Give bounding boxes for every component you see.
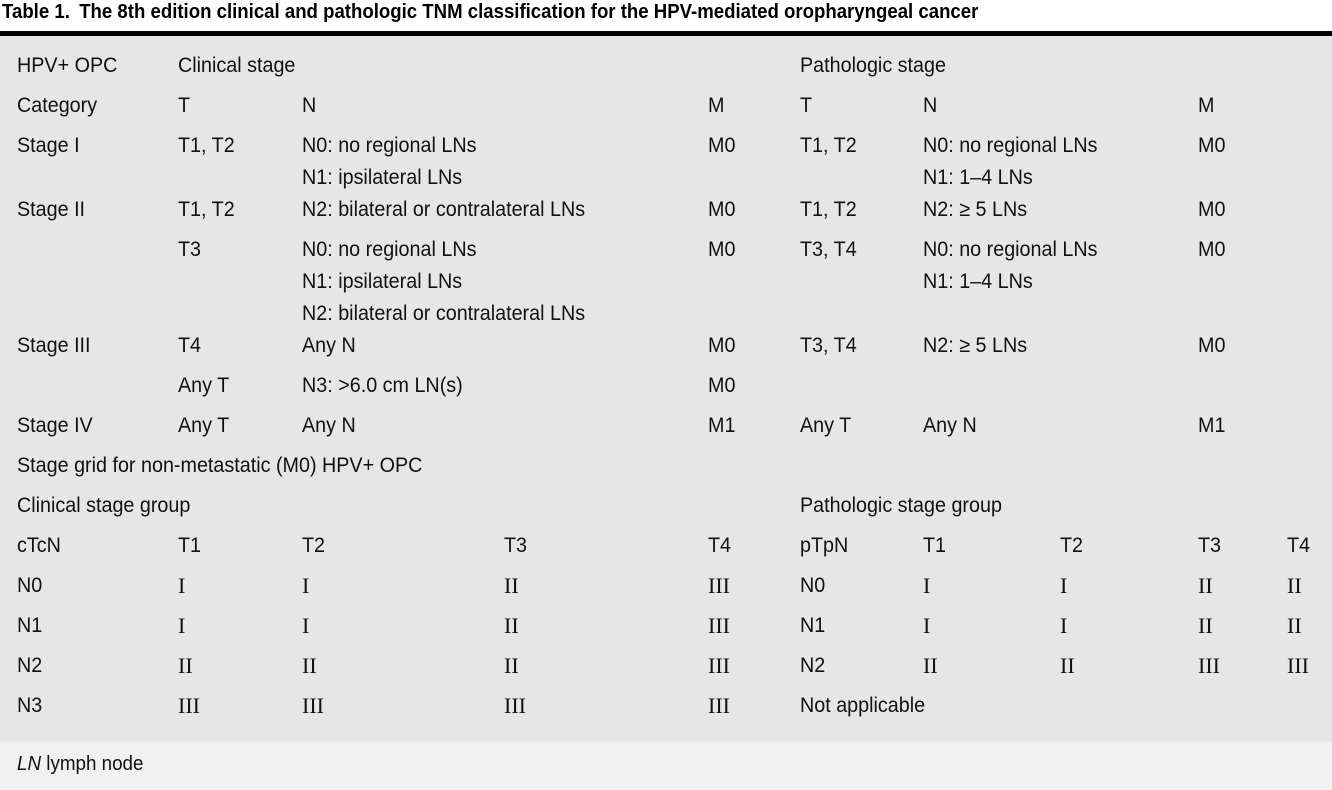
stage-iv-pm: M1 <box>1198 414 1226 437</box>
pathologic-grid-cell: I <box>1060 613 1068 638</box>
clinical-grid-cell: III <box>708 573 730 598</box>
pathologic-grid-header: pTpN <box>800 534 849 557</box>
stage-ii-cm: M0 <box>708 198 736 221</box>
stage-i-cn-2: N1: ipsilateral LNs <box>302 166 463 189</box>
stage-iv-category: Stage IV <box>17 414 93 437</box>
table-footnote <box>0 742 1332 790</box>
stage-iv-cn-1: Any N <box>302 414 356 437</box>
header-clinical-m: M <box>708 94 725 117</box>
stage-ii-cn-1: N2: bilateral or contralateral LNs <box>302 198 586 221</box>
pathologic-grid-cell: II <box>1060 653 1075 678</box>
tnm-table <box>0 36 1332 742</box>
stage-iii-ct: T4 <box>178 334 202 357</box>
stage-iii-pm: M0 <box>1198 334 1226 357</box>
stage-ii-ct: T1, T2 <box>178 198 235 221</box>
header-pathologic-t: T <box>800 94 813 117</box>
pathologic-group-title: Pathologic stage group <box>800 494 1002 517</box>
stage-ii-pt: T1, T2 <box>800 198 857 221</box>
clinical-grid-cell: III <box>708 613 730 638</box>
pathologic-grid-cell: N1 <box>800 614 826 637</box>
stage-iv-cm: M1 <box>708 414 736 437</box>
stage-i-pm: M0 <box>1198 134 1226 157</box>
clinical-grid-cell: N0 <box>17 574 43 597</box>
pathologic-grid-header: T1 <box>923 534 947 557</box>
clinical-grid-cell: III <box>708 653 730 678</box>
stage-i-cm: M0 <box>708 134 736 157</box>
stage-iii-category: Stage III <box>17 334 91 357</box>
pathologic-grid-cell: II <box>1287 573 1302 598</box>
header-clinical-stage: Clinical stage <box>178 54 296 77</box>
stage-iii-anyt-cm: M0 <box>708 374 736 397</box>
clinical-grid-cell: II <box>302 653 317 678</box>
clinical-grid-cell: III <box>708 693 730 718</box>
clinical-grid-cell: II <box>178 653 193 678</box>
stage-i-pt: T1, T2 <box>800 134 857 157</box>
footnote-text <box>17 742 143 786</box>
stage-i-cn-1: N0: no regional LNs <box>302 134 477 157</box>
pathologic-grid-cell: I <box>1060 573 1068 598</box>
header-pathologic-m: M <box>1198 94 1215 117</box>
pathologic-grid-cell: N0 <box>800 574 826 597</box>
stage-iii-cm: M0 <box>708 334 736 357</box>
pathologic-grid-header: T4 <box>1287 534 1311 557</box>
stage-i-pn-2: N1: 1–4 LNs <box>923 166 1033 189</box>
clinical-grid-cell: II <box>504 573 519 598</box>
clinical-grid-cell: III <box>302 693 324 718</box>
clinical-grid-cell: N3 <box>17 694 43 717</box>
footnote-definition: lymph node <box>41 753 144 775</box>
stage-ii-t3-cn-1: N0: no regional LNs <box>302 238 477 261</box>
clinical-grid-header: T3 <box>504 534 528 557</box>
stage-ii-t3-pn-1: N0: no regional LNs <box>923 238 1098 261</box>
clinical-grid-cell: III <box>178 693 200 718</box>
clinical-grid-cell: II <box>504 653 519 678</box>
clinical-grid-header: T2 <box>302 534 326 557</box>
header-clinical-n: N <box>302 94 317 117</box>
stage-iii-anyt-ct: Any T <box>178 374 230 397</box>
stage-ii-t3-pm: M0 <box>1198 238 1226 261</box>
stage-ii-pn-1: N2: ≥ 5 LNs <box>923 198 1028 221</box>
stage-ii-category: Stage II <box>17 198 86 221</box>
clinical-grid-cell: I <box>178 613 186 638</box>
stage-iv-pt: Any T <box>800 414 852 437</box>
footnote-abbr: LN <box>17 753 42 775</box>
clinical-grid-cell: N2 <box>17 654 43 677</box>
header-category: Category <box>17 94 98 117</box>
stage-iii-cn-1: Any N <box>302 334 356 357</box>
stage-iii-pt: T3, T4 <box>800 334 857 357</box>
stage-ii-t3-cn-2: N1: ipsilateral LNs <box>302 270 463 293</box>
clinical-grid-cell: I <box>178 573 186 598</box>
pathologic-grid-header: T3 <box>1198 534 1222 557</box>
table-label: Table 1. <box>2 1 70 23</box>
clinical-grid-cell: II <box>504 613 519 638</box>
stage-ii-t3-cm: M0 <box>708 238 736 261</box>
stage-ii-pm: M0 <box>1198 198 1226 221</box>
stage-iv-pn-1: Any N <box>923 414 977 437</box>
pathologic-grid-cell: I <box>923 573 931 598</box>
pathologic-not-applicable: Not applicable <box>800 694 926 717</box>
clinical-grid-cell: III <box>504 693 526 718</box>
header-pathologic-n: N <box>923 94 938 117</box>
stage-i-category: Stage I <box>17 134 80 157</box>
stage-i-pn-1: N0: no regional LNs <box>923 134 1098 157</box>
pathologic-grid-cell: III <box>1287 653 1309 678</box>
clinical-grid-cell: I <box>302 573 310 598</box>
pathologic-grid-cell: N2 <box>800 654 826 677</box>
header-clinical-t: T <box>178 94 191 117</box>
clinical-grid-header: T4 <box>708 534 732 557</box>
stage-ii-t3-ct: T3 <box>178 238 202 261</box>
pathologic-grid-cell: III <box>1198 653 1220 678</box>
stage-ii-t3-pn-2: N1: 1–4 LNs <box>923 270 1033 293</box>
clinical-grid-header: cTcN <box>17 534 61 557</box>
clinical-group-title: Clinical stage group <box>17 494 191 517</box>
header-hpv-opc: HPV+ OPC <box>17 54 118 77</box>
clinical-grid-header: T1 <box>178 534 202 557</box>
pathologic-grid-cell: II <box>1198 613 1213 638</box>
table-caption <box>2 0 978 28</box>
stage-i-ct: T1, T2 <box>178 134 235 157</box>
pathologic-grid-cell: II <box>1287 613 1302 638</box>
stage-iii-pn-1: N2: ≥ 5 LNs <box>923 334 1028 357</box>
pathologic-grid-cell: II <box>1198 573 1213 598</box>
pathologic-grid-cell: II <box>923 653 938 678</box>
stage-iv-ct: Any T <box>178 414 230 437</box>
clinical-grid-cell: I <box>302 613 310 638</box>
stage-iii-anyt-cn-1: N3: >6.0 cm LN(s) <box>302 374 463 397</box>
stage-ii-t3-pt: T3, T4 <box>800 238 857 261</box>
clinical-grid-cell: N1 <box>17 614 43 637</box>
header-pathologic-stage: Pathologic stage <box>800 54 946 77</box>
stage-grid-title: Stage grid for non-metastatic (M0) HPV+ OPC <box>17 454 423 477</box>
pathologic-grid-header: T2 <box>1060 534 1084 557</box>
stage-ii-t3-cn-3: N2: bilateral or contralateral LNs <box>302 302 586 325</box>
table-title: The 8th edition clinical and pathologic TNM classification for the HPV-mediated oropharyngeal cancer <box>79 1 979 23</box>
pathologic-grid-cell: I <box>923 613 931 638</box>
